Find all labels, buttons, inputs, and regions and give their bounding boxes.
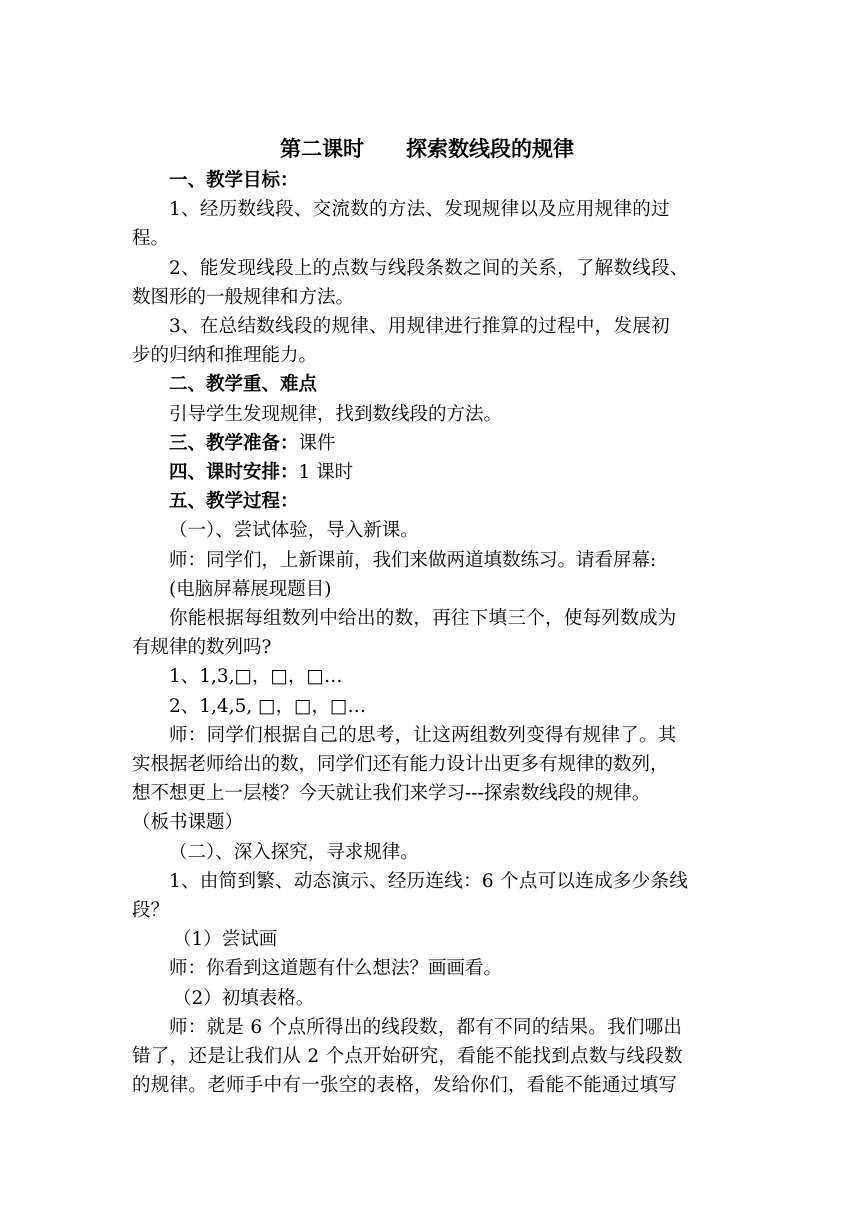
page-title: 第二课时 探索数线段的规律: [280, 136, 574, 161]
document-page: [132, 132, 722, 1101]
paragraph-line: 的规律。老师手中有一张空的表格，发给你们，看能不能通过填写: [132, 1075, 678, 1097]
section-heading-objectives: 一、教学目标：: [169, 170, 299, 191]
sequence-item: 1、1,3,□，□，□…: [169, 666, 343, 688]
paragraph-line: （一）、尝试体验，导入新课。: [169, 520, 419, 542]
paragraph-line: 程。: [132, 228, 170, 250]
heading-value: 课件: [298, 432, 336, 454]
section-heading-schedule: [132, 458, 722, 487]
paragraph-line: 你能根据每组数列中给出的数，再往下填三个，使每列数成为: [169, 608, 677, 630]
paragraph-line: 3、在总结数线段的规律、用规律进行推算的过程中，发展初: [169, 316, 670, 338]
paragraph-line: 错了，还是让我们从 2 个点开始研究，看能不能找到点数与线段数: [132, 1046, 683, 1068]
paragraph-line: 1、由简到繁、动态演示、经历连线：6 个点可以连成多少条线: [169, 870, 689, 892]
paragraph-line: 引导学生发现规律，找到数线段的方法。: [169, 403, 503, 425]
paragraph-line: 2、能发现线段上的点数与线段条数之间的关系，了解数线段、: [169, 257, 689, 279]
paragraph-line: 有规律的数列吗?: [132, 637, 272, 659]
paragraph-line: 数图形的一般规律和方法。: [132, 286, 355, 308]
heading-value: 1 课时: [298, 462, 354, 484]
paragraph-line: （板书课题）: [132, 812, 244, 834]
paragraph-line: （1）尝试画: [173, 929, 278, 951]
paragraph-line: (电脑屏幕展现题目): [169, 578, 332, 600]
sequence-item: 2、1,4,5, □，□，□…: [169, 695, 367, 717]
paragraph-line: 师：同学们，上新课前，我们来做两道填数练习。请看屏幕:: [169, 549, 657, 571]
paragraph-line: （二）、深入探究，寻求规律。: [169, 841, 419, 863]
paragraph-line: 想不想更上一层楼？今天就让我们来学习---探索数线段的规律。: [132, 783, 651, 805]
heading-label: 三、教学准备：: [169, 432, 299, 454]
paragraph-line: 步的归纳和推理能力。: [132, 345, 318, 367]
paragraph-line: 师：同学们根据自己的思考，让这两组数列变得有规律了。其: [169, 724, 677, 746]
paragraph-line: 1、经历数线段、交流数的方法、发现规律以及应用规律的过: [169, 199, 670, 221]
paragraph-line: 师：你看到这道题有什么想法？画画看。: [169, 958, 503, 980]
section-heading-process: 五、教学过程：: [169, 491, 299, 513]
paragraph-line: 师：就是 6 个点所得出的线段数，都有不同的结果。我们哪出: [169, 1016, 683, 1038]
section-heading-preparation: [132, 429, 722, 458]
paragraph-line: 段？: [132, 900, 170, 922]
heading-label: 四、课时安排：: [169, 462, 299, 484]
paragraph-line: （2）初填表格。: [173, 987, 315, 1009]
section-heading-key-points: 二、教学重、难点: [169, 374, 318, 396]
paragraph-line: 实根据老师给出的数，同学们还有能力设计出更多有规律的数列，: [132, 754, 669, 776]
